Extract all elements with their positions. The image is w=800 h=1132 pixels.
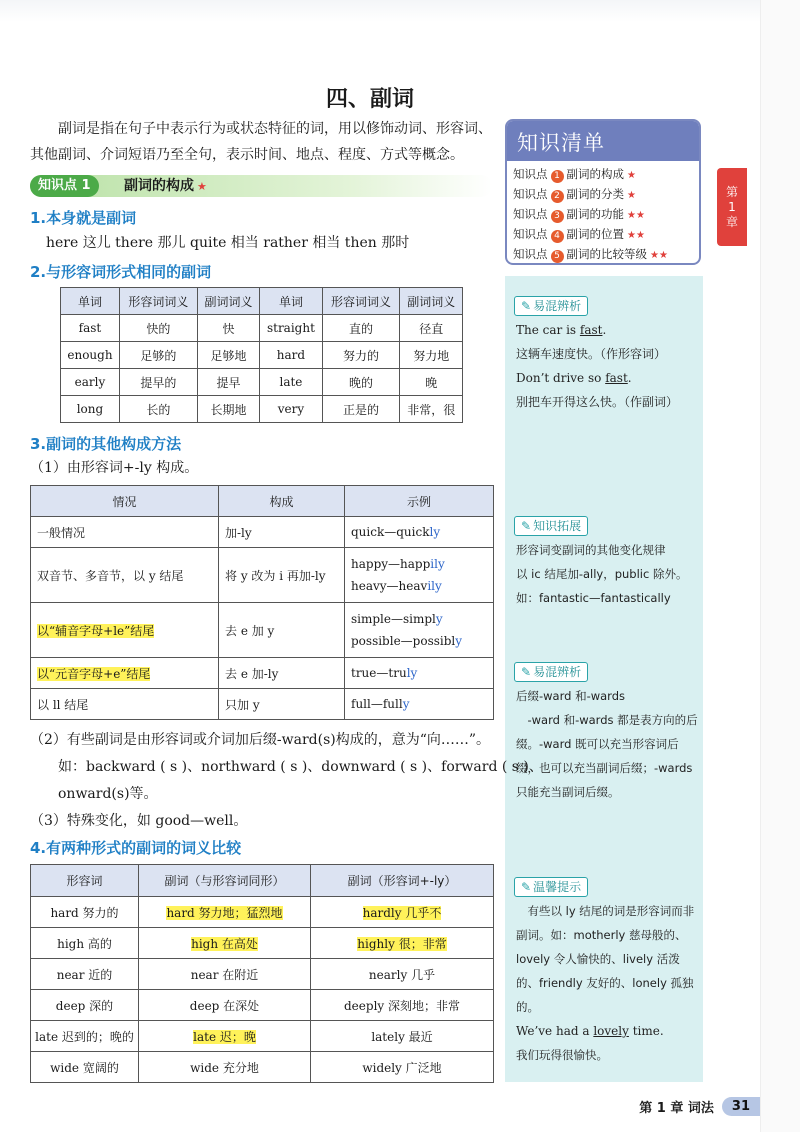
- table-row: 一般情况 加-ly quick—quickly: [31, 517, 494, 548]
- page-title: 四、副词: [325, 87, 414, 112]
- rule-2-examples-cont: onward(s)等。: [58, 786, 158, 802]
- table-row: fast 快的 快 straight 直的 径直: [61, 315, 463, 342]
- tip-confusion-text: The car is fast. 这辆车速度快。（作形容词） Don’t drive so fast. 别把车开得这么快。（作副词）: [516, 323, 679, 409]
- checklist-item[interactable]: 知识点 2 副词的分类 ★: [513, 187, 636, 201]
- th: 副词词义: [197, 288, 260, 315]
- rule-3: （3）特殊变化，如 good—well。: [30, 813, 248, 829]
- rule-2: （2）有些副词是由形容词或介词加后缀-ward(s)构成的，意为“向……”。: [30, 732, 491, 748]
- page-top-edge: [0, 0, 800, 22]
- table-row: 以 ll 结尾 只加 y full—fully: [31, 689, 494, 720]
- tip-ward-text: 后缀-ward 和-wards -ward 和-wards 都是表方向的后缀。-ward 既可以充当形容词后缀，也可以充当副词后缀；-wards 只能充当副词后缀。: [516, 689, 698, 799]
- table-row: early 提早的 提早 late 晚的 晚: [61, 369, 463, 396]
- same-form-table: [60, 287, 463, 423]
- table-row: 以“元音字母+e”结尾 去 e 加-ly true—truly: [31, 658, 494, 689]
- table-row: deep 深的 deep 在深处 deeply 深刻地；非常: [31, 990, 494, 1021]
- lightbulb-icon: ✎: [521, 880, 532, 894]
- lightbulb-icon: ✎: [521, 299, 532, 313]
- tip-reminder-text: 有些以 ly 结尾的词是形容词而非副词。如：motherly 慈母般的、lovely 令人愉快的、lively 活泼的、friendly 友好的、lonely 孤独的。 We’ve had a lovely time. 我们玩得很愉快。: [516, 904, 695, 1062]
- table-row: late 迟到的；晚的 late 迟；晚 lately 最近: [31, 1021, 494, 1052]
- ly-formation-table: [30, 485, 494, 720]
- chapter-tab[interactable]: [717, 168, 747, 246]
- rule-1: （1）由形容词+-ly 构成。: [30, 460, 199, 476]
- subheading-1: 1.本身就是副词: [30, 209, 137, 227]
- lightbulb-icon: ✎: [521, 665, 532, 679]
- th: 单词: [61, 288, 120, 315]
- section-header-bar: [30, 175, 492, 197]
- th: 副词词义: [400, 288, 463, 315]
- table-header-row: 情况 构成 示例: [31, 486, 494, 517]
- table-row: wide 宽阔的 wide 充分地 widely 广泛地: [31, 1052, 494, 1083]
- page-number: 31: [722, 1097, 760, 1116]
- table-row: high 高的 high 在高处 highly 很；非常: [31, 928, 494, 959]
- section-title: 副词的构成 ★: [124, 178, 207, 194]
- rule-2-examples: 如：backward ( s )、northward ( s )、downward ( s )、forward ( s )、: [58, 759, 543, 775]
- th: 单词: [260, 288, 322, 315]
- intro-paragraph: 副词是指在句子中表示行为或状态特征的词，用以修饰动词、形容词、其他副词、介词短语乃至全句，表示时间、地点、程度、方式等概念。: [30, 121, 492, 163]
- checklist-item[interactable]: 知识点 5 副词的比较等级 ★★: [513, 247, 668, 261]
- checklist-item[interactable]: 知识点 4 副词的位置 ★★: [513, 227, 645, 241]
- tip-tag-reminder: ✎ 温馨提示: [514, 877, 588, 897]
- lightbulb-icon: ✎: [521, 519, 532, 533]
- chapter-tab-char: 第: [725, 184, 738, 199]
- table-header-row: 形容词 副词（与形容词同形） 副词（形容词+-ly）: [31, 865, 494, 897]
- chapter-tab-char: 章: [725, 214, 738, 229]
- checklist-title: 知识清单: [507, 121, 699, 161]
- tip-tag-extension: ✎ 知识拓展: [514, 516, 588, 536]
- th: 形容词词义: [322, 288, 400, 315]
- subheading-4: 4.有两种形式的副词的词义比较: [30, 839, 242, 857]
- page-right-margin: [760, 0, 800, 1132]
- table-row: hard 努力的 hard 努力地；猛烈地 hardly 几乎不: [31, 897, 494, 928]
- chapter-tab-char: 1: [728, 199, 736, 214]
- table-row: enough 足够的 足够地 hard 努力的 努力地: [61, 342, 463, 369]
- table-row: 以“辅音字母+le”结尾 去 e 加 y simple—simply possible—possibly: [31, 603, 494, 658]
- footer-chapter: 第 1 章 词法: [639, 1100, 714, 1116]
- table-header-row: [61, 288, 463, 315]
- tip-tag-confusion: ✎ 易混辨析: [514, 296, 588, 316]
- section-pill: 知识点 1: [30, 175, 99, 197]
- tip-tag-confusion-2: ✎ 易混辨析: [514, 662, 588, 682]
- checklist-item[interactable]: 知识点 1 副词的构成 ★: [513, 167, 636, 181]
- subheading-2: 2.与形容词形式相同的副词: [30, 263, 212, 281]
- tip-extension-text: 形容词变副词的其他变化规律 以 ic 结尾加-ally，public 除外。 如：fantastic—fantastically: [516, 543, 688, 605]
- subheading-3: 3.副词的其他构成方法: [30, 435, 182, 453]
- th: 形容词词义: [119, 288, 197, 315]
- table-row: near 近的 near 在附近 nearly 几乎: [31, 959, 494, 990]
- knowledge-checklist: [505, 119, 701, 265]
- page-footer: [639, 1095, 760, 1117]
- adverb-examples: here 这儿 there 那儿 quite 相当 rather 相当 then 那时: [46, 235, 410, 251]
- checklist-item[interactable]: 知识点 3 副词的功能 ★★: [513, 207, 645, 221]
- table-row: 双音节、多音节，以 y 结尾 将 y 改为 i 再加-ly happy—happily heavy—heavily: [31, 548, 494, 603]
- checklist-items: [507, 161, 699, 265]
- two-form-comparison-table: [30, 864, 494, 1083]
- table-row: long 长的 长期地 very 正是的 非常，很: [61, 396, 463, 423]
